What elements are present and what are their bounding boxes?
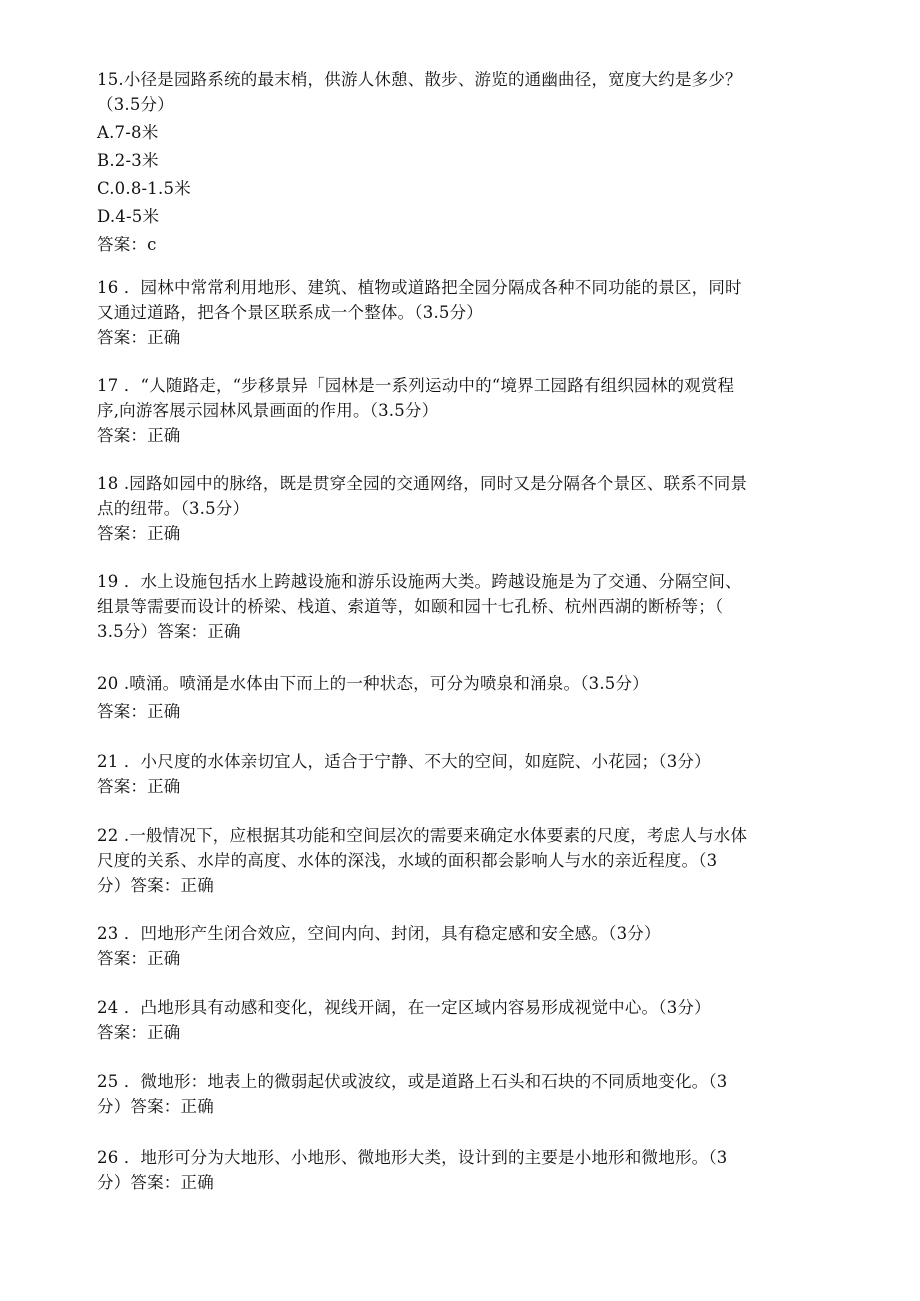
question-20 xyxy=(97,671,825,724)
question-22 xyxy=(97,823,825,898)
question-19 xyxy=(97,569,825,644)
answer-text: 答案：正确 xyxy=(97,524,181,543)
question-16 xyxy=(97,275,825,350)
question-text: 20 .喷涌。喷涌是水体由下而上的一种状态，可分为喷泉和涌泉。（3.5分） xyxy=(97,674,649,693)
answer-text: 答案：c xyxy=(97,235,157,254)
question-text: 又通过道路，把各个景区联系成一个整体。（3.5分） xyxy=(97,303,483,322)
question-24 xyxy=(97,995,825,1045)
question-21 xyxy=(97,749,825,799)
question-text: 15.小径是园路系统的最末梢，供游人休憩、散步、游览的通幽曲径，宽度大约是多少？ xyxy=(97,70,742,89)
option-c: C.0.8-1.5米 xyxy=(97,179,191,198)
answer-text: 答案：正确 xyxy=(97,328,181,347)
answer-text: 分）答案：正确 xyxy=(97,1097,214,1116)
answer-text: 答案：正确 xyxy=(97,702,181,721)
question-23 xyxy=(97,921,825,971)
question-text: 组景等需要而设计的桥梁、栈道、索道等，如颐和园十七孔桥、杭州西湖的断桥等；（ xyxy=(97,597,724,616)
answer-text: 分）答案：正确 xyxy=(97,1173,214,1192)
question-25 xyxy=(97,1069,825,1119)
answer-text: 答案：正确 xyxy=(97,949,181,968)
question-18 xyxy=(97,471,825,546)
question-text: 25 ．微地形：地表上的微弱起伏或波纹，或是道路上石头和石块的不同质地变化。（3 xyxy=(97,1072,728,1091)
question-17 xyxy=(97,373,825,448)
question-text: 18 .园路如园中的脉络，既是贯穿全园的交通网络，同时又是分隔各个景区、联系不同景 xyxy=(97,474,748,493)
question-text: 尺度的关系、水岸的高度、水体的深浅，水域的面积都会影响人与水的亲近程度。（3 xyxy=(97,851,718,870)
option-d: D.4-5米 xyxy=(97,207,160,226)
question-text: 26 ．地形可分为大地形、小地形、微地形大类，设计到的主要是小地形和微地形。（3 xyxy=(97,1148,728,1167)
question-text: 17 ．“人随路走，“步移景异「园林是一系列运动中的“境界工园路有组织园林的观赏程 xyxy=(97,376,735,395)
question-text: 23 ．凹地形产生闭合效应，空间内向、封闭，具有稳定感和安全感。（3分） xyxy=(97,924,661,943)
answer-text: 分）答案：正确 xyxy=(97,876,214,895)
question-text: 21 ．小尺度的水体亲切宜人，适合于宁静、不大的空间，如庭院、小花园；（3分） xyxy=(97,752,711,771)
answer-text: 答案：正确 xyxy=(97,777,181,796)
question-score: （3.5分） xyxy=(97,95,174,114)
option-a: A.7-8米 xyxy=(97,123,159,142)
option-b: B.2-3米 xyxy=(97,151,159,170)
answer-text: 答案：正确 xyxy=(97,426,181,445)
question-text: 16 ．园林中常常利用地形、建筑、植物或道路把全园分隔成各种不同功能的景区，同时 xyxy=(97,278,742,297)
question-text: 24 ．凸地形具有动感和变化，视线开阔，在一定区域内容易形成视觉中心。（3分） xyxy=(97,998,711,1017)
question-text: 序,向游客展示园林风景画面的作用。（3.5分） xyxy=(97,401,439,420)
question-text: 点的纽带。（3.5分） xyxy=(97,499,250,518)
question-text: 19 ．水上设施包括水上跨越设施和游乐设施两大类。跨越设施是为了交通、分隔空间、 xyxy=(97,572,742,591)
question-26 xyxy=(97,1145,825,1195)
question-text: 22 .一般情况下，应根据其功能和空间层次的需要来确定水体要素的尺度，考虑人与水体 xyxy=(97,826,748,845)
question-15 xyxy=(97,67,825,257)
answer-text: 3.5分）答案：正确 xyxy=(97,622,241,641)
answer-text: 答案：正确 xyxy=(97,1023,181,1042)
